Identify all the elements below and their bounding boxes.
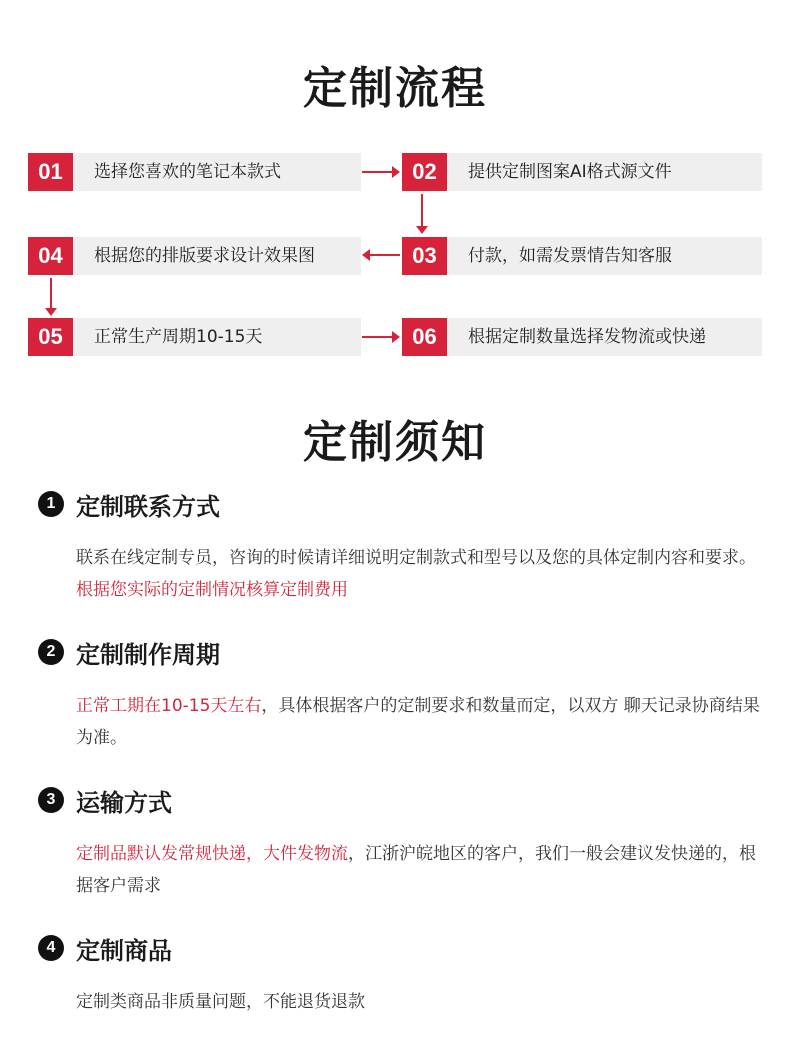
highlight-text: 定制品默认发常规快递，大件发物流 [76,844,348,864]
step-label: 选择您喜欢的笔记本款式 [94,162,281,182]
notice-section-custom-goods [38,930,768,1018]
highlight-text: 正常工期在10-15天左右 [76,696,262,716]
step-05 [28,318,361,356]
arrow-down-icon [42,278,60,316]
body-text: ，江浙沪皖地区的客户，我们一般会建议发快递的，根据客户需求 [76,844,756,896]
notice-section-contact [38,486,768,606]
section-heading: 运输方式 [76,788,172,817]
section-heading: 定制商品 [76,936,172,965]
number-badge-icon: 4 [38,935,64,961]
step-02 [402,153,762,191]
section-body [76,838,766,902]
notice-section-shipping [38,782,768,902]
number-badge-icon: 3 [38,787,64,813]
body-text: ，具体根据客户的定制要求和数量而定，以双方 聊天记录协商结果为准。 [76,696,760,748]
step-label: 付款，如需发票情告知客服 [468,246,672,266]
notice-section-production [38,634,768,754]
arrow-left-icon [362,246,400,264]
body-text: 定制类商品非质量问题，不能退货退款 [76,992,365,1012]
step-06 [402,318,762,356]
notice-title: 定制须知 [303,417,487,468]
step-number: 06 [402,318,447,356]
arrow-right-icon [362,328,400,346]
step-label: 正常生产周期10-15天 [94,327,263,347]
step-number: 05 [28,318,73,356]
process-title: 定制流程 [303,63,487,114]
section-body [76,986,766,1018]
step-01 [28,153,361,191]
step-label: 根据定制数量选择发物流或快递 [468,327,706,347]
step-03 [402,237,762,275]
highlight-text: 根据您实际的定制情况核算定制费用 [76,580,348,600]
step-number: 04 [28,237,73,275]
step-label: 提供定制图案AI格式源文件 [468,162,672,182]
step-number: 02 [402,153,447,191]
number-badge-icon: 2 [38,639,64,665]
step-number: 03 [402,237,447,275]
step-04 [28,237,361,275]
step-label: 根据您的排版要求设计效果图 [94,246,315,266]
arrow-down-icon [413,194,431,234]
body-text: 联系在线定制专员，咨询的时候请详细说明定制款式和型号以及您的具体定制内容和要求。 [76,548,756,568]
section-body [76,690,766,754]
step-number: 01 [28,153,73,191]
section-body [76,542,766,606]
number-badge-icon: 1 [38,491,64,517]
arrow-right-icon [362,163,400,181]
section-heading: 定制联系方式 [76,492,220,521]
section-heading: 定制制作周期 [76,640,220,669]
